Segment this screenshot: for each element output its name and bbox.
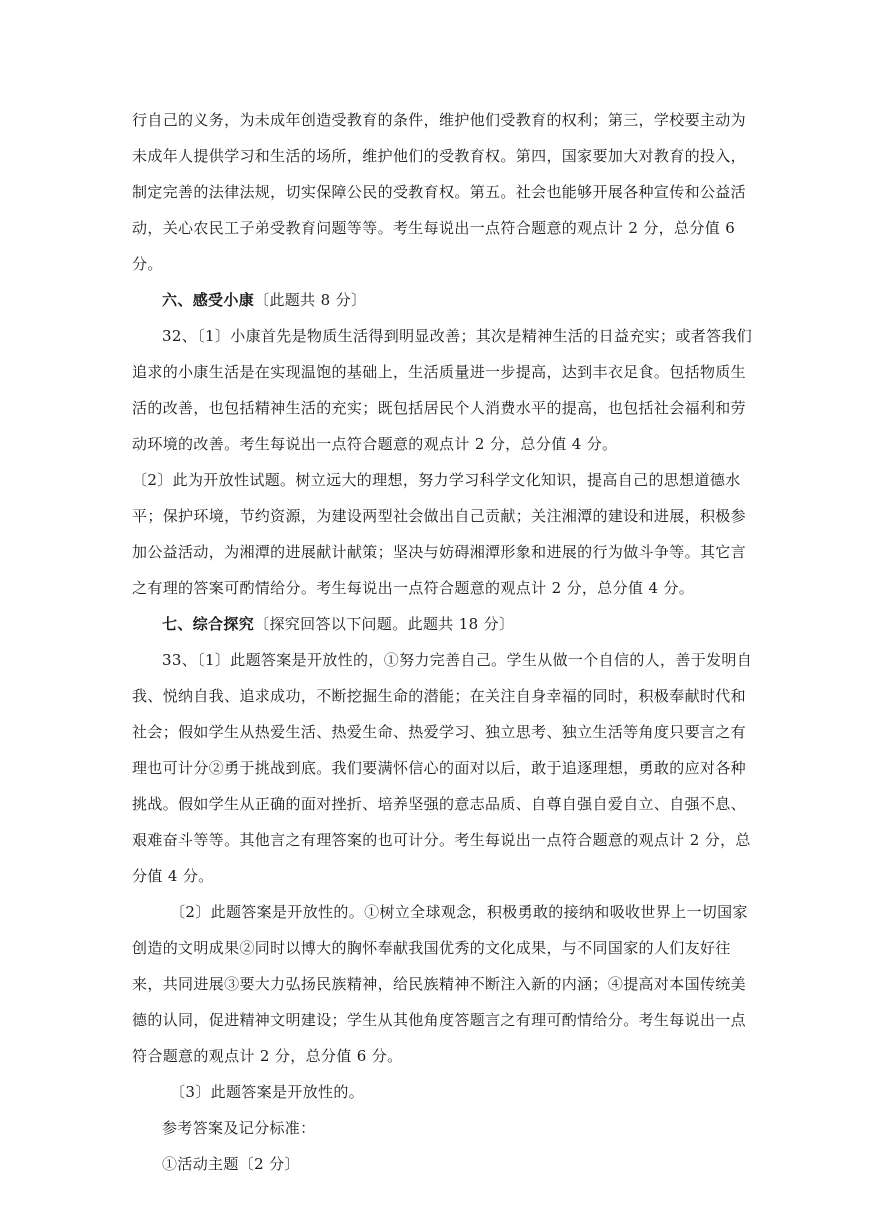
text-line: 创造的文明成果②同时以博大的胸怀奉献我国优秀的文化成果，与不同国家的人们友好往 xyxy=(132,939,731,957)
paragraph-q33-2 xyxy=(132,894,772,1074)
text-line: 32、〔1〕小康首先是物质生活得到明显改善；其次是精神生活的日益充实；或者答我们 xyxy=(162,327,753,345)
text-line: 理也可计分②勇于挑战到底。我们要满怀信心的面对以后，敢于追逐理想，勇敢的应对各种 xyxy=(132,759,747,777)
text-line: 动，关心农民工子弟受教育问题等等。考生每说出一点符合题意的观点计 2 分，总分值 6 xyxy=(132,219,736,237)
text-line: 追求的小康生活是在实现温饱的基础上，生活质量进一步提高，达到丰衣足食。包括物质生 xyxy=(132,363,747,381)
text-line: 社会；假如学生从热爱生活、热爱生命、热爱学习、独立思考、独立生活等角度只要言之有 xyxy=(132,723,747,741)
activity-theme-item: ①活动主题〔2 分〕 xyxy=(162,1155,300,1173)
text-line: 〔2〕此为开放性试题。树立远大的理想，努力学习科学文化知识，提高自己的思想道德水 xyxy=(132,471,741,489)
text-line: 艰难奋斗等等。其他言之有理答案的也可计分。考生每说出一点符合题意的观点计 2 分，总 xyxy=(132,831,751,849)
text-line: 〔2〕此题答案是开放性的。①树立全球观念，积极勇敢的接纳和吸收世界上一切国家 xyxy=(170,903,748,921)
section-heading-6 xyxy=(132,282,772,318)
section-title: 七、综合探究 xyxy=(162,615,255,633)
text-line: 分。 xyxy=(132,255,163,273)
text-line: 我、悦纳自我、追求成功，不断挖掘生命的潜能；在关注自身幸福的同时，积极奉献时代和 xyxy=(132,687,747,705)
paragraph-q32-2 xyxy=(132,462,772,606)
text-line: 符合题意的观点计 2 分，总分值 6 分。 xyxy=(132,1047,403,1065)
section-heading-7 xyxy=(132,606,772,642)
paragraph-q33-1 xyxy=(132,642,772,894)
text-line: 平；保护环境，节约资源，为建设两型社会做出自己贡献；关注湘潭的建设和进展，积极参 xyxy=(132,507,747,525)
text-line: 德的认同，促进精神文明建设；学生从其他角度答题言之有理可酌情给分。考生每说出一点 xyxy=(132,1011,747,1029)
paragraph-q33-3: 〔3〕此题答案是开放性的。 xyxy=(170,1083,365,1101)
section-score: 〔探究回答以下问题。此题共 18 分〕 xyxy=(254,615,515,633)
text-line: 行自己的义务，为未成年创造受教育的条件，维护他们受教育的权利；第三，学校要主动为 xyxy=(132,111,747,129)
text-line: 之有理的答案可酌情给分。考生每说出一点符合题意的观点计 2 分，总分值 4 分。 xyxy=(132,579,695,597)
text-line: 33、〔1〕此题答案是开放性的，①努力完善自己。学生从做一个自信的人，善于发明自 xyxy=(162,651,753,669)
text-line: 动环境的改善。考生每说出一点符合题意的观点计 2 分，总分值 4 分。 xyxy=(132,435,618,453)
text-line: 挑战。假如学生从正确的面对挫折、培养坚强的意志品质、自尊自强自爱自立、自强不息、 xyxy=(132,795,747,813)
reference-heading: 参考答案及记分标准： xyxy=(162,1119,316,1137)
text-line: 加公益活动，为湘潭的进展献计献策；坚决与妨碍湘潭形象和进展的行为做斗争等。其它言 xyxy=(132,543,747,561)
text-line: 制定完善的法律法规，切实保障公民的受教育权。第五。社会也能够开展各种宣传和公益活 xyxy=(132,183,747,201)
text-line: 分值 4 分。 xyxy=(132,867,214,885)
document-page xyxy=(132,102,772,1182)
paragraph-q32-1 xyxy=(132,318,772,462)
text-line: 活的改善，也包括精神生活的充实；既包括居民个人消费水平的提高，也包括社会福利和劳 xyxy=(132,399,747,417)
section-score: 〔此题共 8 分〕 xyxy=(254,291,367,309)
paragraph-block1 xyxy=(132,102,772,282)
section-title: 六、感受小康 xyxy=(162,291,255,309)
text-line: 来，共同进展③要大力弘扬民族精神，给民族精神不断注入新的内涵；④提高对本国传统美 xyxy=(132,975,747,993)
text-line: 未成年人提供学习和生活的场所，维护他们的受教育权。第四，国家要加大对教育的投入， xyxy=(132,147,747,165)
